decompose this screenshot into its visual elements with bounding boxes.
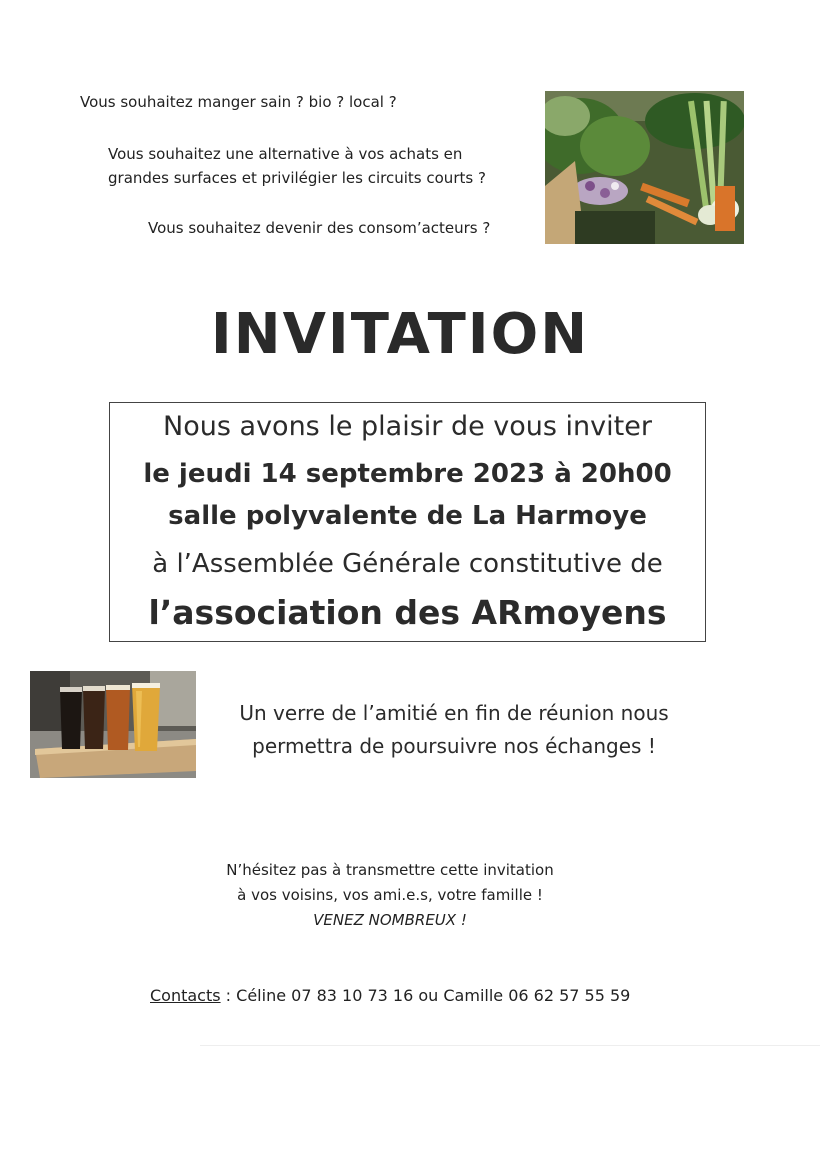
drink-note-line-2: permettra de poursuivre nos échanges ! — [252, 734, 656, 758]
invitation-event: à l’Assemblée Générale constitutive de — [152, 549, 663, 579]
contacts-label: Contacts — [150, 986, 221, 1005]
intro-question-1: Vous souhaitez manger sain ? bio ? local ? — [80, 93, 397, 111]
scan-edge-divider — [200, 1045, 820, 1046]
invitation-box — [109, 402, 706, 642]
invitation-intro: Nous avons le plaisir de vous inviter — [163, 411, 652, 442]
share-note-line-2: à vos voisins, vos ami.e.s, votre famille ! — [237, 886, 543, 904]
association-name: l’association des ARmoyens — [148, 593, 667, 632]
beer-flight-photo — [30, 671, 196, 778]
invitation-venue: salle polyvalente de La Harmoye — [168, 501, 647, 531]
intro-question-2-line-1: Vous souhaitez une alternative à vos achats en — [108, 145, 463, 163]
page-title: INVITATION — [210, 302, 590, 367]
drink-note-line-1: Un verre de l’amitié en fin de réunion nous — [239, 701, 669, 725]
call-to-action: VENEZ NOMBREUX ! — [313, 911, 467, 929]
share-note-line-1: N’hésitez pas à transmettre cette invitation — [226, 861, 554, 879]
vegetables-photo — [545, 91, 744, 244]
intro-question-3: Vous souhaitez devenir des consom’acteurs ? — [148, 219, 491, 237]
contacts-details: : Céline 07 83 10 73 16 ou Camille 06 62 57 55 59 — [220, 986, 631, 1005]
intro-question-2-line-2: grandes surfaces et privilégier les circuits courts ? — [108, 169, 486, 187]
invitation-date: le jeudi 14 septembre 2023 à 20h00 — [143, 459, 672, 489]
contacts-line — [150, 986, 630, 1005]
